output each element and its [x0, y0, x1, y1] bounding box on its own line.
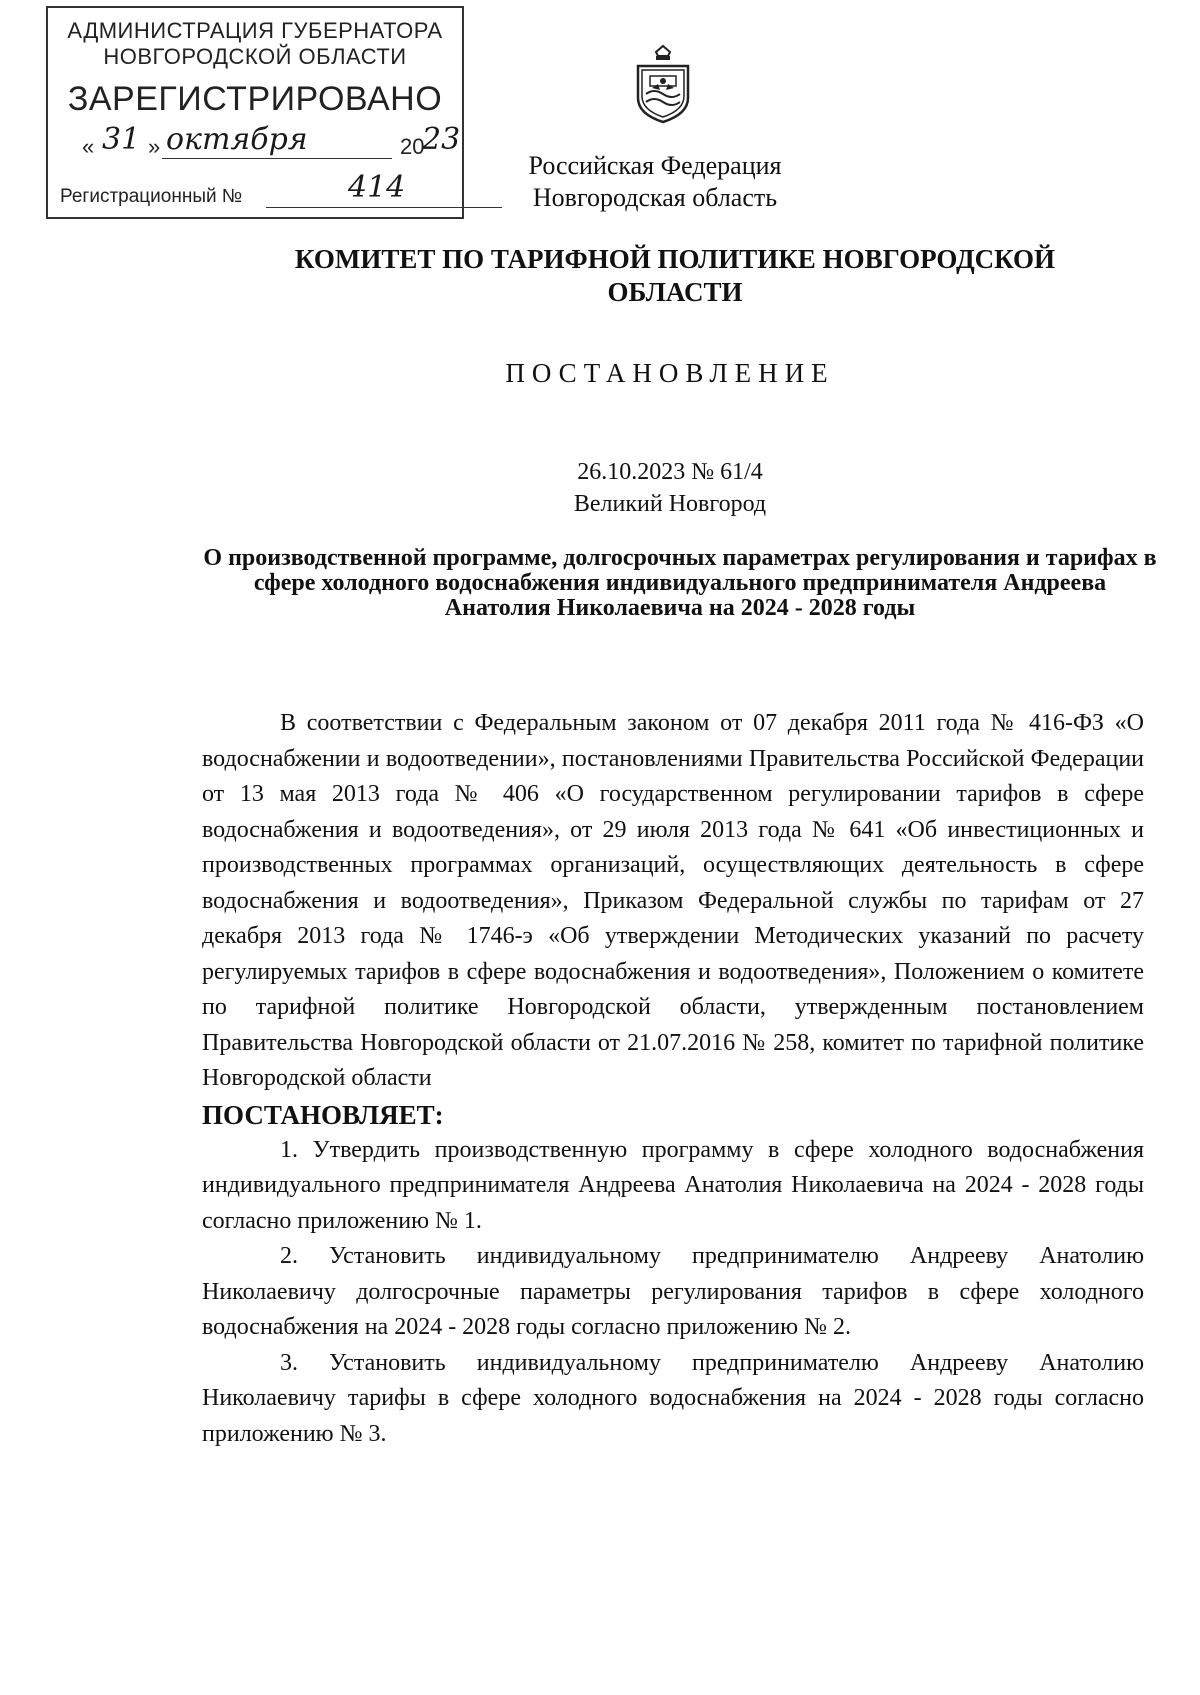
- document-type: ПОСТАНОВЛЕНИЕ: [505, 358, 835, 388]
- stamp-date-line: [162, 158, 392, 159]
- stamp-date: [82, 122, 461, 164]
- stamp-reg-label: Регистрационный №: [60, 186, 243, 207]
- stamp-quote-open: «: [82, 134, 95, 159]
- coat-of-arms-icon: [632, 44, 694, 124]
- stamp-quote-close: »: [148, 134, 161, 159]
- document-city: Великий Новгород: [573, 491, 767, 517]
- header-country-block: [490, 150, 820, 214]
- stamp-reg-number: 414: [348, 170, 406, 205]
- stamp-org-line2: НОВГОРОДСКОЙ ОБЛАСТИ: [103, 44, 407, 69]
- stamp-org-line1: АДМИНИСТРАЦИЯ ГУБЕРНАТОРА: [67, 18, 443, 43]
- decree-item-1: 1. Утвердить производственную программу в сфере холодного водоснабжения индивидуального предпринимателя Андреева Анатолия Николаевича на 2024 - 2028 годы согласно приложению № 1.: [202, 1136, 1144, 1234]
- stamp-registered: ЗАРЕГИСТРИРОВАНО: [67, 80, 443, 118]
- header-region: Новгородская область: [532, 183, 778, 212]
- header-country: Российская Федерация: [528, 151, 782, 180]
- preamble-paragraph: В соответствии с Федеральным законом от 07 декабря 2011 года № 416-ФЗ «О водоснабжении и водоотведении», постановлениями Правительства Российской Федерации от 13 мая 2013 года № 406 «О государственном регулировании тарифов в сфере водоснабжения и водоотведения», от 29 июля 2013 года № 641 «Об инвестиционных и производственных программах организаций, осуществляющих деятельность в сфере водоснабжения и водоотведения», Приказом Федеральной службы по тарифам от 27 декабря 2013 года № 1746-э «Об утверждении Методических указаний по расчету регулируемых тарифов в сфере водоснабжения и водоотведения», Положением о комитете по тарифной политике Новгородской области, утвержденным постановлением Правительства Новгородской области от 21.07.2016 № 258, комитет по тарифной политике Новгородской области: [202, 710, 1144, 1091]
- document-date-number: 26.10.2023 № 61/4: [577, 459, 763, 485]
- stamp-year-suffix: 23: [422, 122, 461, 157]
- date-number-block: [470, 456, 870, 520]
- registration-stamp: [46, 6, 464, 219]
- stamp-year-prefix: 20: [400, 134, 425, 159]
- committee-title: КОМИТЕТ ПО ТАРИФНОЙ ПОЛИТИКЕ НОВГОРОДСКОЙ ОБЛАСТИ: [294, 244, 1056, 307]
- stamp-month: октября: [166, 122, 308, 157]
- stamp-day: 31: [102, 122, 141, 157]
- document-body: [202, 706, 1144, 1452]
- stamp-reg-line: [266, 207, 502, 208]
- decree-heading: ПОСТАНОВЛЯЕТ:: [202, 1099, 444, 1130]
- decree-item-2: 2. Установить индивидуальному предпринимателю Андрееву Анатолию Николаевичу долгосрочные параметры регулирования тарифов в сфере холодного водоснабжения на 2024 - 2028 годы согласно приложению № 2.: [202, 1243, 1144, 1340]
- decree-item-3: 3. Установить индивидуальному предпринимателю Андрееву Анатолию Николаевичу тарифы в сфере холодного водоснабжения на 2024 - 2028 годы согласно приложению № 3.: [202, 1349, 1144, 1447]
- document-subject: О производственной программе, долгосрочных параметрах регулирования и тарифах в сфере холодного водоснабжения индивидуального предпринимателя Андреева Анатолия Николаевича на 2024 - 2028 годы: [203, 545, 1157, 621]
